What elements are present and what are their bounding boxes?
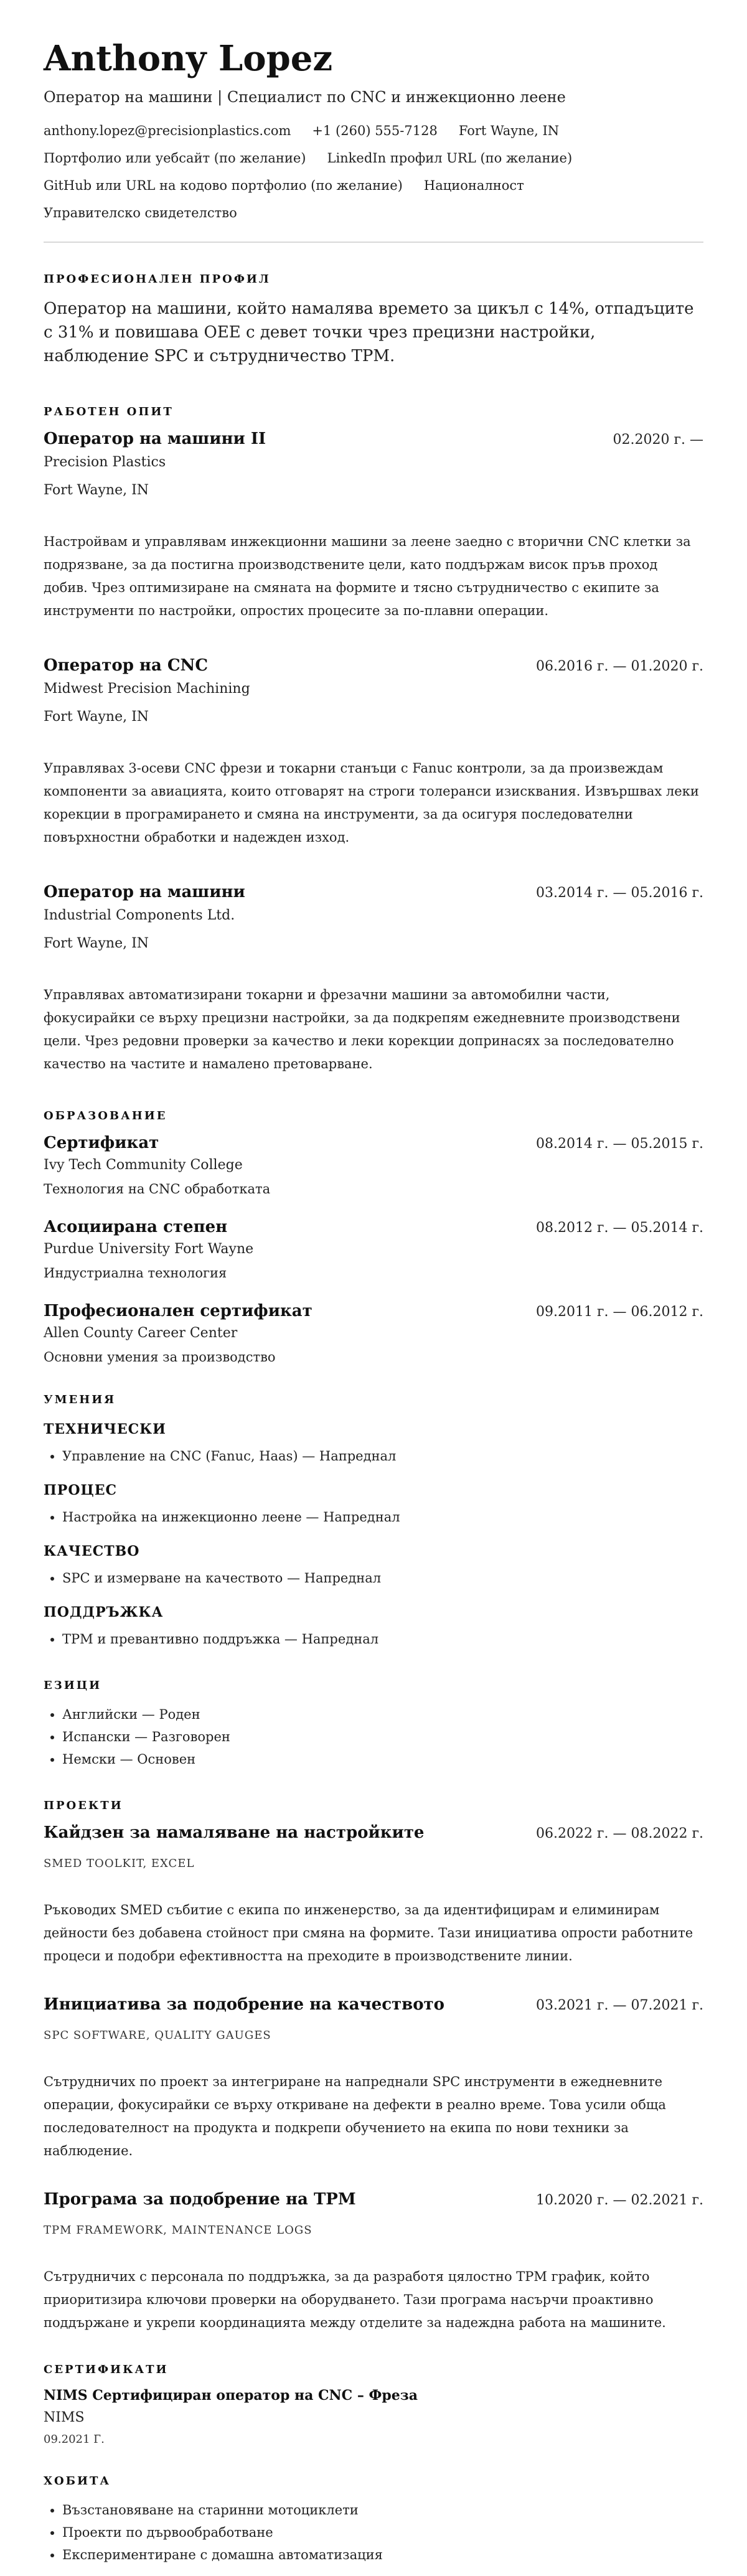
section-title: ОБРАЗОВАНИЕ — [44, 1109, 167, 1122]
education-entry — [44, 1134, 703, 1196]
header-divider — [44, 242, 703, 243]
certificate-name: NIMS Сертифициран оператор на CNC – Фреза — [44, 2387, 418, 2404]
education-date: 08.2012 г. — 05.2014 г. — [536, 1220, 703, 1236]
education-date: 08.2014 г. — 05.2015 г. — [536, 1136, 703, 1152]
certificate-issuer: NIMS — [44, 2410, 85, 2425]
project-description: Сътрудничих с персонала по поддръжка, за да разработя цялостно TPM график, който приоритизира ключови проверки на оборудването. Тази програма насърчи проактивно поддържане и укрепи координацията между отделите за надеждна работа на машините. — [44, 2269, 666, 2330]
job-description: Управлявах 3-осеви CNC фрези и токарни станъци с Fanuc контроли, за да произвеждам компоненти за авиацията, които отговарят на строги толеранси изисквания. Извършвах леки корекции в програмирането и смяна на инструменти, за да осигуря последователни повърхностни обработки и надежден изход. — [44, 761, 699, 845]
skill-category: ТЕХНИЧЕСКИ — [44, 1421, 166, 1437]
hobbies-section — [44, 2475, 703, 2566]
job-title: Оператор на машини II — [44, 430, 266, 448]
education-date: 09.2011 г. — 06.2012 г. — [536, 1304, 703, 1320]
skill-list — [44, 1567, 703, 1589]
field-of-study: Индустриална технология — [44, 1266, 227, 1281]
project-entry — [44, 1995, 703, 2163]
summary-section — [44, 273, 703, 368]
languages-section — [44, 1679, 703, 1770]
project-entry — [44, 2190, 703, 2334]
hobby-item: • Възстановяване на старинни мотоциклети — [62, 2499, 703, 2521]
contact-row — [44, 151, 703, 166]
skill-item: • Управление на CNC (Fanuc, Haas) — Напреднал — [62, 1445, 703, 1467]
summary-text: Оператор на машини, който намалява времето за цикъл с 14%, отпадъците с 31% и повишава OEE с девет точки чрез прецизни настройки, наблюдение SPC и сътрудничество TPM. — [44, 299, 694, 365]
job-description: Управлявах автоматизирани токарни и фрезачни машини за автомобилни части, фокусирайки се върху прецизни настройки, за да подкрепям ежедневните производствени цели. Чрез редовни проверки за качество и леки корекции допринасях за последователно качество на частите и намалено претоварване. — [44, 987, 680, 1071]
contact-row — [44, 205, 703, 220]
hobby-item: • Експериментиране с домашна автоматизация — [62, 2544, 703, 2566]
section-title: ПРОЕКТИ — [44, 1799, 123, 1812]
language-item: • Испански — Разговорен — [62, 1726, 703, 1748]
project-description: Ръководих SMED събитие с екипа по инженерство, за да идентифицирам и елиминирам дейности без добавена стойност при смяна на формите. Тази инициатива опрости работните процеси и подобри ефективността на преходите в производствените линии. — [44, 1902, 693, 1963]
project-title: Кайдзен за намаляване на настройките — [44, 1823, 425, 1842]
school-name: Allen County Career Center — [44, 1325, 238, 1341]
experience-entry — [44, 656, 703, 849]
section-title: ХОБИТА — [44, 2475, 111, 2488]
project-date: 06.2022 г. — 08.2022 г. — [536, 1826, 703, 1841]
phone-number[interactable]: +1 (260) 555-7128 — [312, 123, 438, 138]
degree-title: Асоциирана степен — [44, 1218, 228, 1236]
company-name: Precision Plastics — [44, 454, 166, 470]
hobby-list — [44, 2499, 703, 2566]
project-date: 10.2020 г. — 02.2021 г. — [536, 2193, 703, 2208]
skill-item: • SPC и измерване на качеството — Напреднал — [62, 1567, 703, 1589]
language-item: • Английски — Роден — [62, 1703, 703, 1726]
education-entry — [44, 1218, 703, 1281]
contact-row — [44, 178, 703, 193]
experience-entry — [44, 430, 703, 623]
experience-entry — [44, 883, 703, 1076]
company-name: Industrial Components Ltd. — [44, 908, 235, 923]
section-title: УМЕНИЯ — [44, 1393, 116, 1406]
job-description: Настройвам и управлявам инжекционни машини за леене заедно с вторични CNC клетки за подрязване, за да постигна производствените цели, като поддържам висок пръв проход добив. Чрез оптимизиране на смяната на формите и тясно сътрудничество с екипите за инструменти по настройки, опростих процесите за по-плавни операции. — [44, 534, 691, 618]
job-date: 02.2020 г. — — [613, 432, 703, 448]
headline: Оператор на машини | Специалист по CNC и инжекционно леене — [44, 88, 566, 106]
section-title: РАБОТЕН ОПИТ — [44, 405, 174, 418]
education-entry — [44, 1302, 703, 1365]
project-entry — [44, 1823, 703, 1968]
certificates-section — [44, 2363, 703, 2446]
field-of-study: Основни умения за производство — [44, 1350, 276, 1365]
driving-license: Управителско свидетелство — [44, 205, 237, 220]
project-description: Сътрудничих по проект за интегриране на напреднали SPC инструменти в ежедневните операции, фокусирайки се върху откриване на дефекти в реално време. Това усили обща последователност на продукта и подкрепи обучението на екипа по нови техники за наблюдение. — [44, 2074, 666, 2158]
contact-row — [44, 123, 703, 138]
portfolio-link[interactable]: Портфолио или уебсайт (по желание) — [44, 151, 306, 166]
job-date: 06.2016 г. — 01.2020 г. — [536, 659, 703, 674]
linkedin-link[interactable]: LinkedIn профил URL (по желание) — [327, 151, 573, 166]
section-title: ПРОФЕСИОНАЛЕН ПРОФИЛ — [44, 273, 271, 286]
skill-list — [44, 1628, 703, 1650]
skill-list — [44, 1506, 703, 1528]
skill-item: • Настройка на инжекционно леене — Напреднал — [62, 1506, 703, 1528]
email-link[interactable]: anthony.lopez@precisionplastics.com — [44, 123, 291, 138]
language-list — [44, 1703, 703, 1770]
section-title: ЕЗИЦИ — [44, 1679, 102, 1692]
job-title: Оператор на машини — [44, 883, 245, 901]
job-title: Оператор на CNC — [44, 656, 209, 675]
nationality: Националност — [423, 178, 524, 193]
skill-list — [44, 1445, 703, 1467]
project-tags: SMED TOOLKIT, EXCEL — [44, 1857, 195, 1870]
skill-category: ПРОЦЕС — [44, 1482, 118, 1498]
project-date: 03.2021 г. — 07.2021 г. — [536, 1998, 703, 2013]
location: Fort Wayne, IN — [458, 123, 560, 138]
company-name: Midwest Precision Machining — [44, 681, 250, 697]
candidate-name: Anthony Lopez — [44, 38, 333, 79]
skill-item: • TPM и превантивно поддръжка — Напреднал — [62, 1628, 703, 1650]
project-title: Програма за подобрение на TPM — [44, 2190, 356, 2209]
hobby-item: • Проекти по дървообработване — [62, 2521, 703, 2544]
job-location: Fort Wayne, IN — [44, 709, 149, 725]
skill-category: ПОДДРЪЖКА — [44, 1604, 164, 1620]
degree-title: Сертификат — [44, 1134, 159, 1152]
project-title: Инициатива за подобрение на качеството — [44, 1995, 445, 2014]
school-name: Ivy Tech Community College — [44, 1157, 243, 1173]
language-item: • Немски — Основен — [62, 1748, 703, 1770]
project-tags: TPM FRAMEWORK, MAINTENANCE LOGS — [44, 2224, 312, 2237]
experience-section — [44, 405, 703, 1076]
github-link[interactable]: GitHub или URL на кодово портфолио (по желание) — [44, 178, 403, 193]
school-name: Purdue University Fort Wayne — [44, 1241, 254, 1257]
skills-section — [44, 1393, 703, 1650]
section-title: СЕРТИФИКАТИ — [44, 2363, 169, 2376]
certificate-date: 09.2021 Г. — [44, 2433, 105, 2446]
projects-section — [44, 1799, 703, 2334]
skill-category: КАЧЕСТВО — [44, 1543, 140, 1559]
degree-title: Професионален сертификат — [44, 1302, 312, 1320]
job-location: Fort Wayne, IN — [44, 482, 149, 498]
job-date: 03.2014 г. — 05.2016 г. — [536, 885, 703, 901]
field-of-study: Технология на CNC обработката — [44, 1182, 271, 1196]
education-section — [44, 1109, 703, 1365]
job-location: Fort Wayne, IN — [44, 936, 149, 951]
project-tags: SPC SOFTWARE, QUALITY GAUGES — [44, 2029, 271, 2042]
